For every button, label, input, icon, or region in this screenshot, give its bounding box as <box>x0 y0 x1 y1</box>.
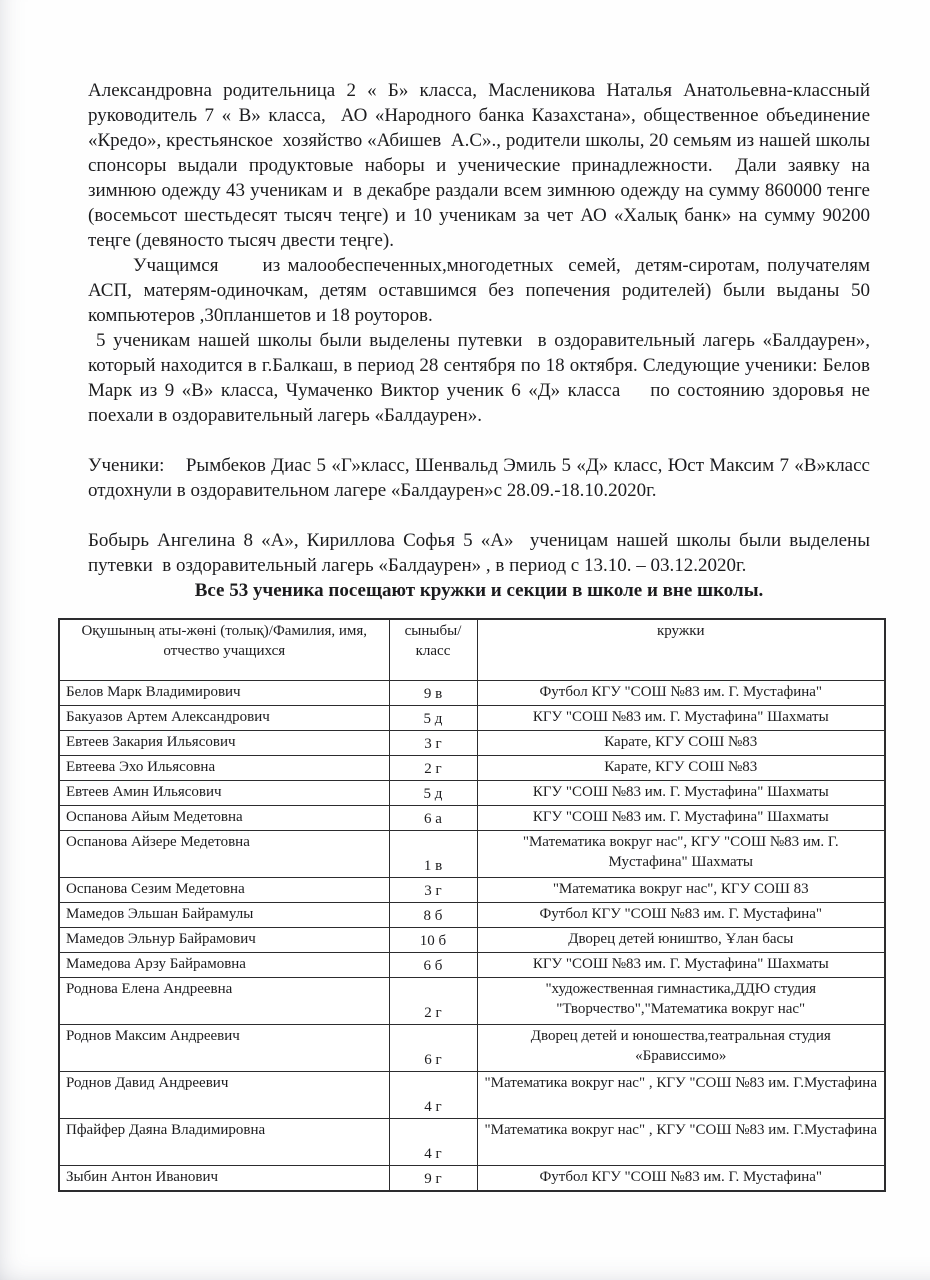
table-row <box>59 1119 885 1166</box>
report-text <box>88 78 880 578</box>
table-row <box>59 903 885 928</box>
student-clubs-cell: КГУ "СОШ №83 им. Г. Мустафина" Шахматы <box>477 706 885 731</box>
student-clubs-cell: Футбол КГУ "СОШ №83 им. Г. Мустафина" <box>477 681 885 706</box>
student-clubs-cell: Дворец детей юништво, Ұлан басы <box>477 928 885 953</box>
student-clubs-cell: КГУ "СОШ №83 им. Г. Мустафина" Шахматы <box>477 781 885 806</box>
student-class-cell: 2 г <box>389 978 477 1025</box>
student-name-cell: Белов Марк Владимирович <box>59 681 389 706</box>
student-clubs-cell: КГУ "СОШ №83 им. Г. Мустафина" Шахматы <box>477 953 885 978</box>
table-row <box>59 878 885 903</box>
table-row <box>59 756 885 781</box>
student-class-cell: 5 д <box>389 706 477 731</box>
student-name-cell: Зыбин Антон Иванович <box>59 1166 389 1192</box>
student-class-cell: 3 г <box>389 878 477 903</box>
paragraph: Бобырь Ангелина 8 «А», Кириллова Софья 5 «А» ученицам нашей школы были выделены путевки в оздоравительный лагерь «Балдаурен» , в период с 13.10. – 03.12.2020г. <box>88 530 875 576</box>
student-class-cell: 1 в <box>389 831 477 878</box>
student-class-cell: 8 б <box>389 903 477 928</box>
paragraph: Ученики: Рымбеков Диас 5 «Г»класс, Шенвальд Эмиль 5 «Д» класс, Юст Максим 7 «В»класс отдохнули в оздоравительном лагере «Балдаурен»с 28.09.-18.10.2020г. <box>88 455 875 501</box>
student-name-cell: Мамедов Эльнур Байрамович <box>59 928 389 953</box>
student-name-cell: Роднов Максим Андреевич <box>59 1025 389 1072</box>
student-class-cell: 3 г <box>389 731 477 756</box>
student-clubs-cell: "художественная гимнастика,ДДЮ студия "Творчество","Математика вокруг нас" <box>477 978 885 1025</box>
student-class-cell: 5 д <box>389 781 477 806</box>
paragraph: Учащимся из малообеспеченных,многодетных семей, детям-сиротам, получателям АСП, матерям-одиночкам, детям оставшимся без попечения родителей) были выданы 50 компьютеров ,30планшетов и 18 роуторов. <box>88 255 875 326</box>
paragraph: 5 ученикам нашей школы были выделены путевки в оздоравительный лагерь «Балдаурен», который находится в г.Балкаш, в период 28 сентября по 18 октября. Следующие ученики: Белов Марк из 9 «В» класса, Чумаченко Виктор ученик 6 «Д» класса по состоянию здоровья не поехали в оздоравительный лагерь «Балдаурен». <box>88 330 880 426</box>
student-clubs-cell: Карате, КГУ СОШ №83 <box>477 731 885 756</box>
student-class-cell: 9 в <box>389 681 477 706</box>
student-class-cell: 6 а <box>389 806 477 831</box>
student-clubs-cell: КГУ "СОШ №83 им. Г. Мустафина" Шахматы <box>477 806 885 831</box>
table-row <box>59 831 885 878</box>
student-class-cell: 10 б <box>389 928 477 953</box>
table-row <box>59 978 885 1025</box>
student-name-cell: Мамедов Эльшан Байрамулы <box>59 903 389 928</box>
student-name-cell: Оспанова Айым Медетовна <box>59 806 389 831</box>
student-class-cell: 4 г <box>389 1072 477 1119</box>
student-name-cell: Оспанова Сезим Медетовна <box>59 878 389 903</box>
table-row <box>59 1025 885 1072</box>
table-row <box>59 681 885 706</box>
table-row <box>59 953 885 978</box>
table-body <box>59 681 885 1192</box>
student-clubs-cell: "Математика вокруг нас", КГУ "СОШ №83 им. Г. Мустафина" Шахматы <box>477 831 885 878</box>
student-clubs-cell: Футбол КГУ "СОШ №83 им. Г. Мустафина" <box>477 903 885 928</box>
student-class-cell: 6 б <box>389 953 477 978</box>
student-name-cell: Пфайфер Даяна Владимировна <box>59 1119 389 1166</box>
students-clubs-table <box>58 618 886 1192</box>
table-row <box>59 1166 885 1192</box>
student-name-cell: Евтеева Эхо Ильясовна <box>59 756 389 781</box>
student-clubs-cell: "Математика вокруг нас", КГУ СОШ 83 <box>477 878 885 903</box>
header-clubs: кружки <box>477 619 885 681</box>
student-clubs-cell: "Математика вокруг нас" , КГУ "СОШ №83 им. Г.Мустафина <box>477 1072 885 1119</box>
table-row <box>59 806 885 831</box>
table-row <box>59 731 885 756</box>
paragraph: Александровна родительница 2 « Б» класса, Масленикова Наталья Анатольевна-классный руководитель 7 « В» класса, АО «Народного банка Казахстана», общественное объединение «Кредо», крестьянское хозяйство «Абишев А.С»., родители школы, 20 семьям из нашей школы спонсоры выдали продуктовые наборы и ученические принадлежности. Дали заявку на зимнюю одежду 43 ученикам и в декабре раздали всем зимнюю одежду на сумму 860000 тенге (восемьсот шестьдесят тысяч теңге) и 10 ученикам за чет АО «Халық банк» на сумму 90200 теңге (девяносто тысяч двести теңге). <box>88 80 875 251</box>
table-header <box>59 619 885 681</box>
student-name-cell: Евтеев Закария Ильясович <box>59 731 389 756</box>
report-body <box>66 78 880 1192</box>
student-clubs-cell: "Математика вокруг нас" , КГУ "СОШ №83 им. Г.Мустафина <box>477 1119 885 1166</box>
table-row <box>59 706 885 731</box>
student-name-cell: Оспанова Айзере Медетовна <box>59 831 389 878</box>
student-name-cell: Роднова Елена Андреевна <box>59 978 389 1025</box>
table-row <box>59 1072 885 1119</box>
header-student-name: Оқушының аты-жөні (толық)/Фамилия, имя, отчество учащихся <box>59 619 389 681</box>
student-clubs-cell: Дворец детей и юношества,театральная студия «Брависсимо» <box>477 1025 885 1072</box>
table-header-row <box>59 619 885 681</box>
student-clubs-cell: Футбол КГУ "СОШ №83 им. Г. Мустафина" <box>477 1166 885 1192</box>
student-class-cell: 9 г <box>389 1166 477 1192</box>
student-name-cell: Бакуазов Артем Александрович <box>59 706 389 731</box>
student-class-cell: 6 г <box>389 1025 477 1072</box>
summary-bold-line: Все 53 ученика посещают кружки и секции в школе и вне школы. <box>194 580 764 601</box>
header-class: сыныбы/ класс <box>389 619 477 681</box>
student-name-cell: Роднов Давид Андреевич <box>59 1072 389 1119</box>
table-row <box>59 781 885 806</box>
student-clubs-cell: Карате, КГУ СОШ №83 <box>477 756 885 781</box>
student-class-cell: 4 г <box>389 1119 477 1166</box>
student-name-cell: Мамедова Арзу Байрамовна <box>59 953 389 978</box>
table-row <box>59 928 885 953</box>
student-class-cell: 2 г <box>389 756 477 781</box>
student-name-cell: Евтеев Амин Ильясович <box>59 781 389 806</box>
